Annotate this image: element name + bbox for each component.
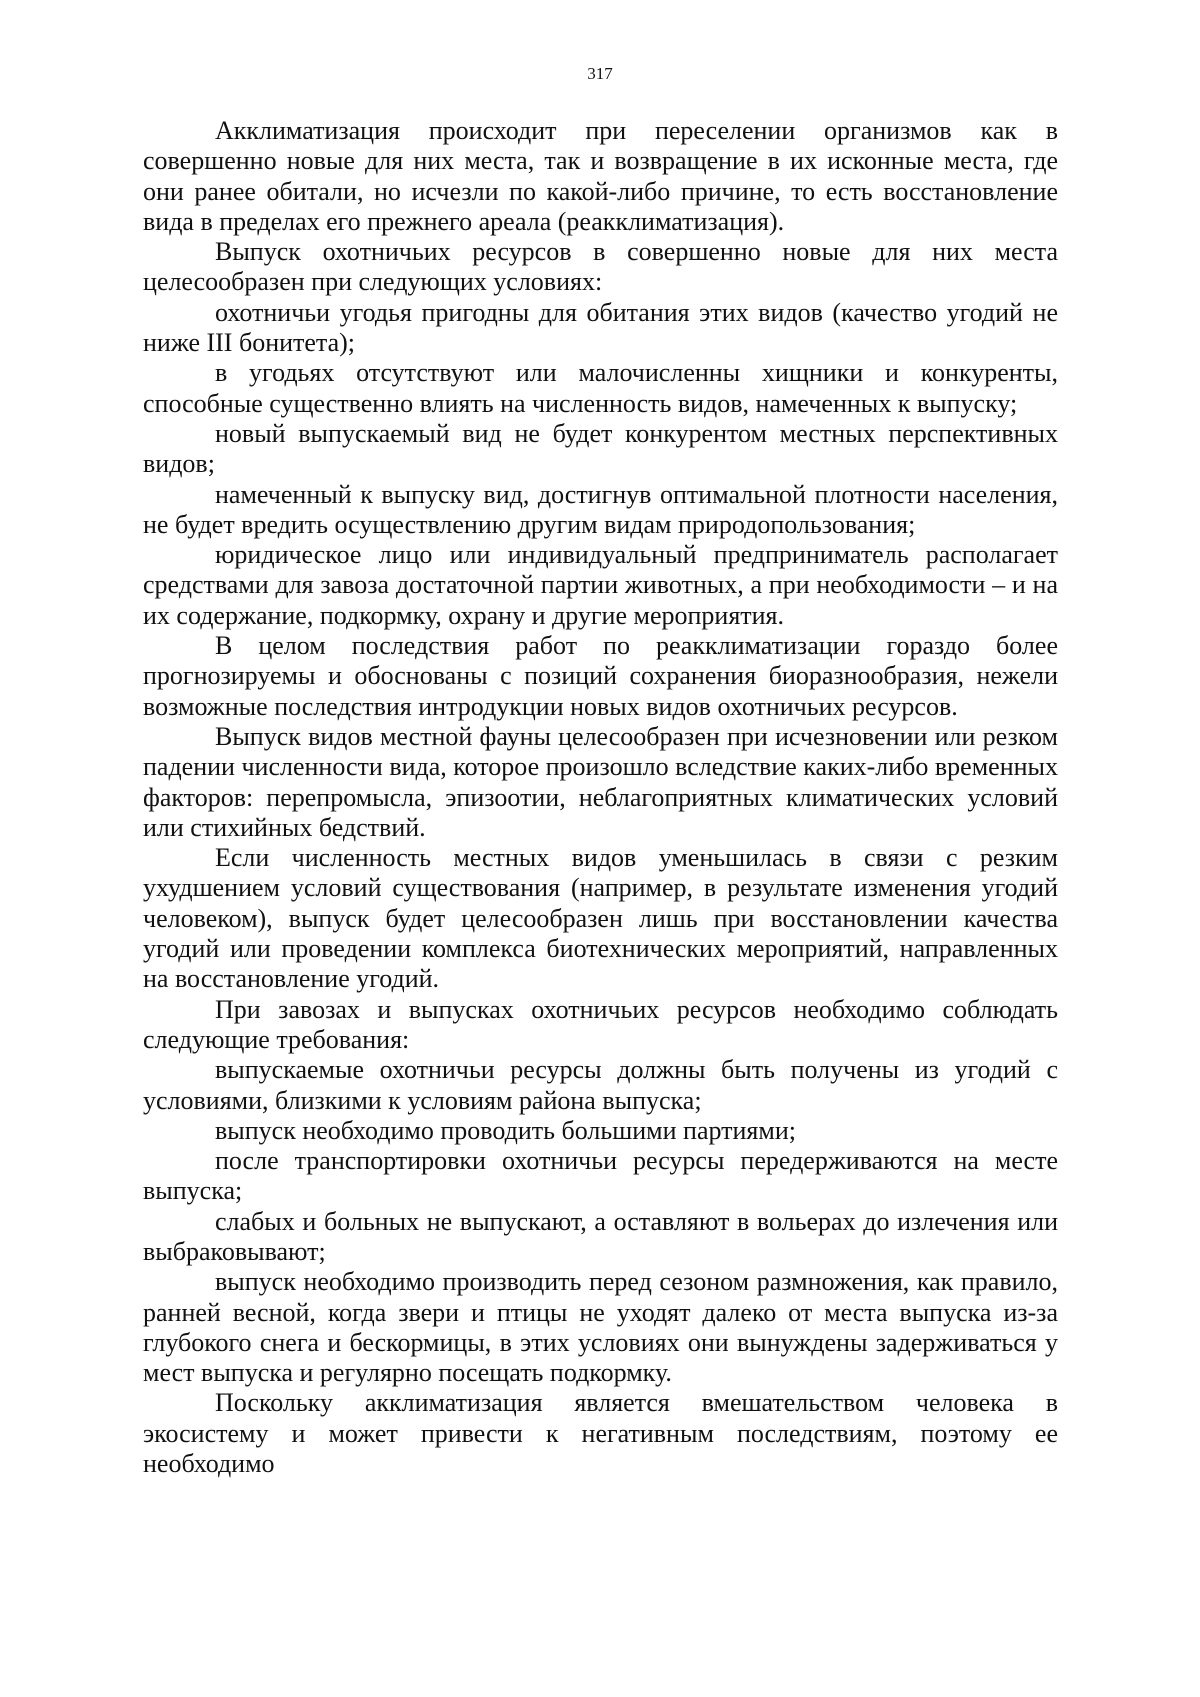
paragraph-condition-competitor: новый выпускаемый вид не будет конкурентом местных перспективных видов; — [143, 418, 1058, 479]
paragraph-requirements-intro: При завозах и выпусках охотничьих ресурсов необходимо соблюдать следующие требования: — [143, 994, 1058, 1054]
document-body — [143, 116, 1058, 1479]
paragraph-habitat-degradation: Если численность местных видов уменьшилась в связи с резким ухудшением условий существования (например, в результате изменения угодий человеком), выпуск будет целесообразен лишь при восстановлении качества угодий или проведении комплекса биотехнических мероприятий, направленных на восстановление угодий. — [143, 843, 1058, 994]
paragraph-local-fauna-release: Выпуск видов местной фауны целесообразен при исчезновении или резком падении численности вида, которое произошло вследствие каких-либо временных факторов: перепромысла, эпизоотии, неблагоприятных климатических условий или стихийных бедствий. — [143, 721, 1058, 842]
paragraph-acclimatization-intervention: Поскольку акклиматизация является вмешательством человека в экосистему и может привести к негативным последствиям, поэтому ее необходимо — [143, 1388, 1058, 1479]
paragraph-release-conditions-intro: Выпуск охотничьих ресурсов в совершенно новые для них места целесообразен при следующих условиях: — [143, 237, 1058, 297]
paragraph-condition-habitat: охотничьи угодья пригодны для обитания этих видов (качество угодий не ниже III бонитета); — [143, 297, 1058, 358]
paragraph-requirement-large-batches: выпуск необходимо проводить большими партиями; — [215, 1115, 796, 1145]
paragraph-condition-funding: юридическое лицо или индивидуальный предприниматель располагает средствами для завоза достаточной партии животных, а при необходимости – и на их содержание, подкормку, охрану и другие мероприятия. — [143, 540, 1058, 630]
paragraph-requirement-weak-sick: слабых и больных не выпускают, а оставляют в вольерах до излечения или выбраковывают; — [143, 1206, 1058, 1266]
paragraph-reacclimatization-consequences: В целом последствия работ по реакклиматизации гораздо более прогнозируемы и обоснованы с позиций сохранения биоразнообразия, нежели возможные последствия интродукции новых видов охотничьих ресурсов. — [143, 631, 1058, 721]
paragraph-requirement-similar-conditions: выпускаемые охотничьи ресурсы должны быть получены из угодий с условиями, близкими к условиям района выпуска; — [143, 1055, 1058, 1115]
paragraph-requirement-holding: после транспортировки охотничьи ресурсы передерживаются на месте выпуска; — [143, 1146, 1058, 1206]
paragraph-condition-predators: в угодьях отсутствуют или малочисленны хищники и конкуренты, способные существенно влиять на численность видов, намеченных к выпуску; — [143, 358, 1058, 418]
page-number: 317 — [587, 64, 613, 83]
paragraph-requirement-timing: выпуск необходимо производить перед сезоном размножения, как правило, ранней весной, когда звери и птицы не уходят далеко от места выпуска из-за глубокого снега и бескормицы, в этих условиях они вынуждены задерживаться у мест выпуска и регулярно посещать подкормку. — [143, 1267, 1058, 1388]
paragraph-condition-no-harm: намеченный к выпуску вид, достигнув оптимальной плотности населения, не будет вредить осуществлению другим видам природопользования; — [143, 479, 1058, 539]
paragraph-acclimatization-definition: Акклиматизация происходит при переселении организмов как в совершенно новые для них места, так и возвращение в их исконные места, где они ранее обитали, но исчезли по какой-либо причине, то есть восстановление вида в пределах его прежнего ареала (реакклиматизация). — [143, 116, 1058, 236]
